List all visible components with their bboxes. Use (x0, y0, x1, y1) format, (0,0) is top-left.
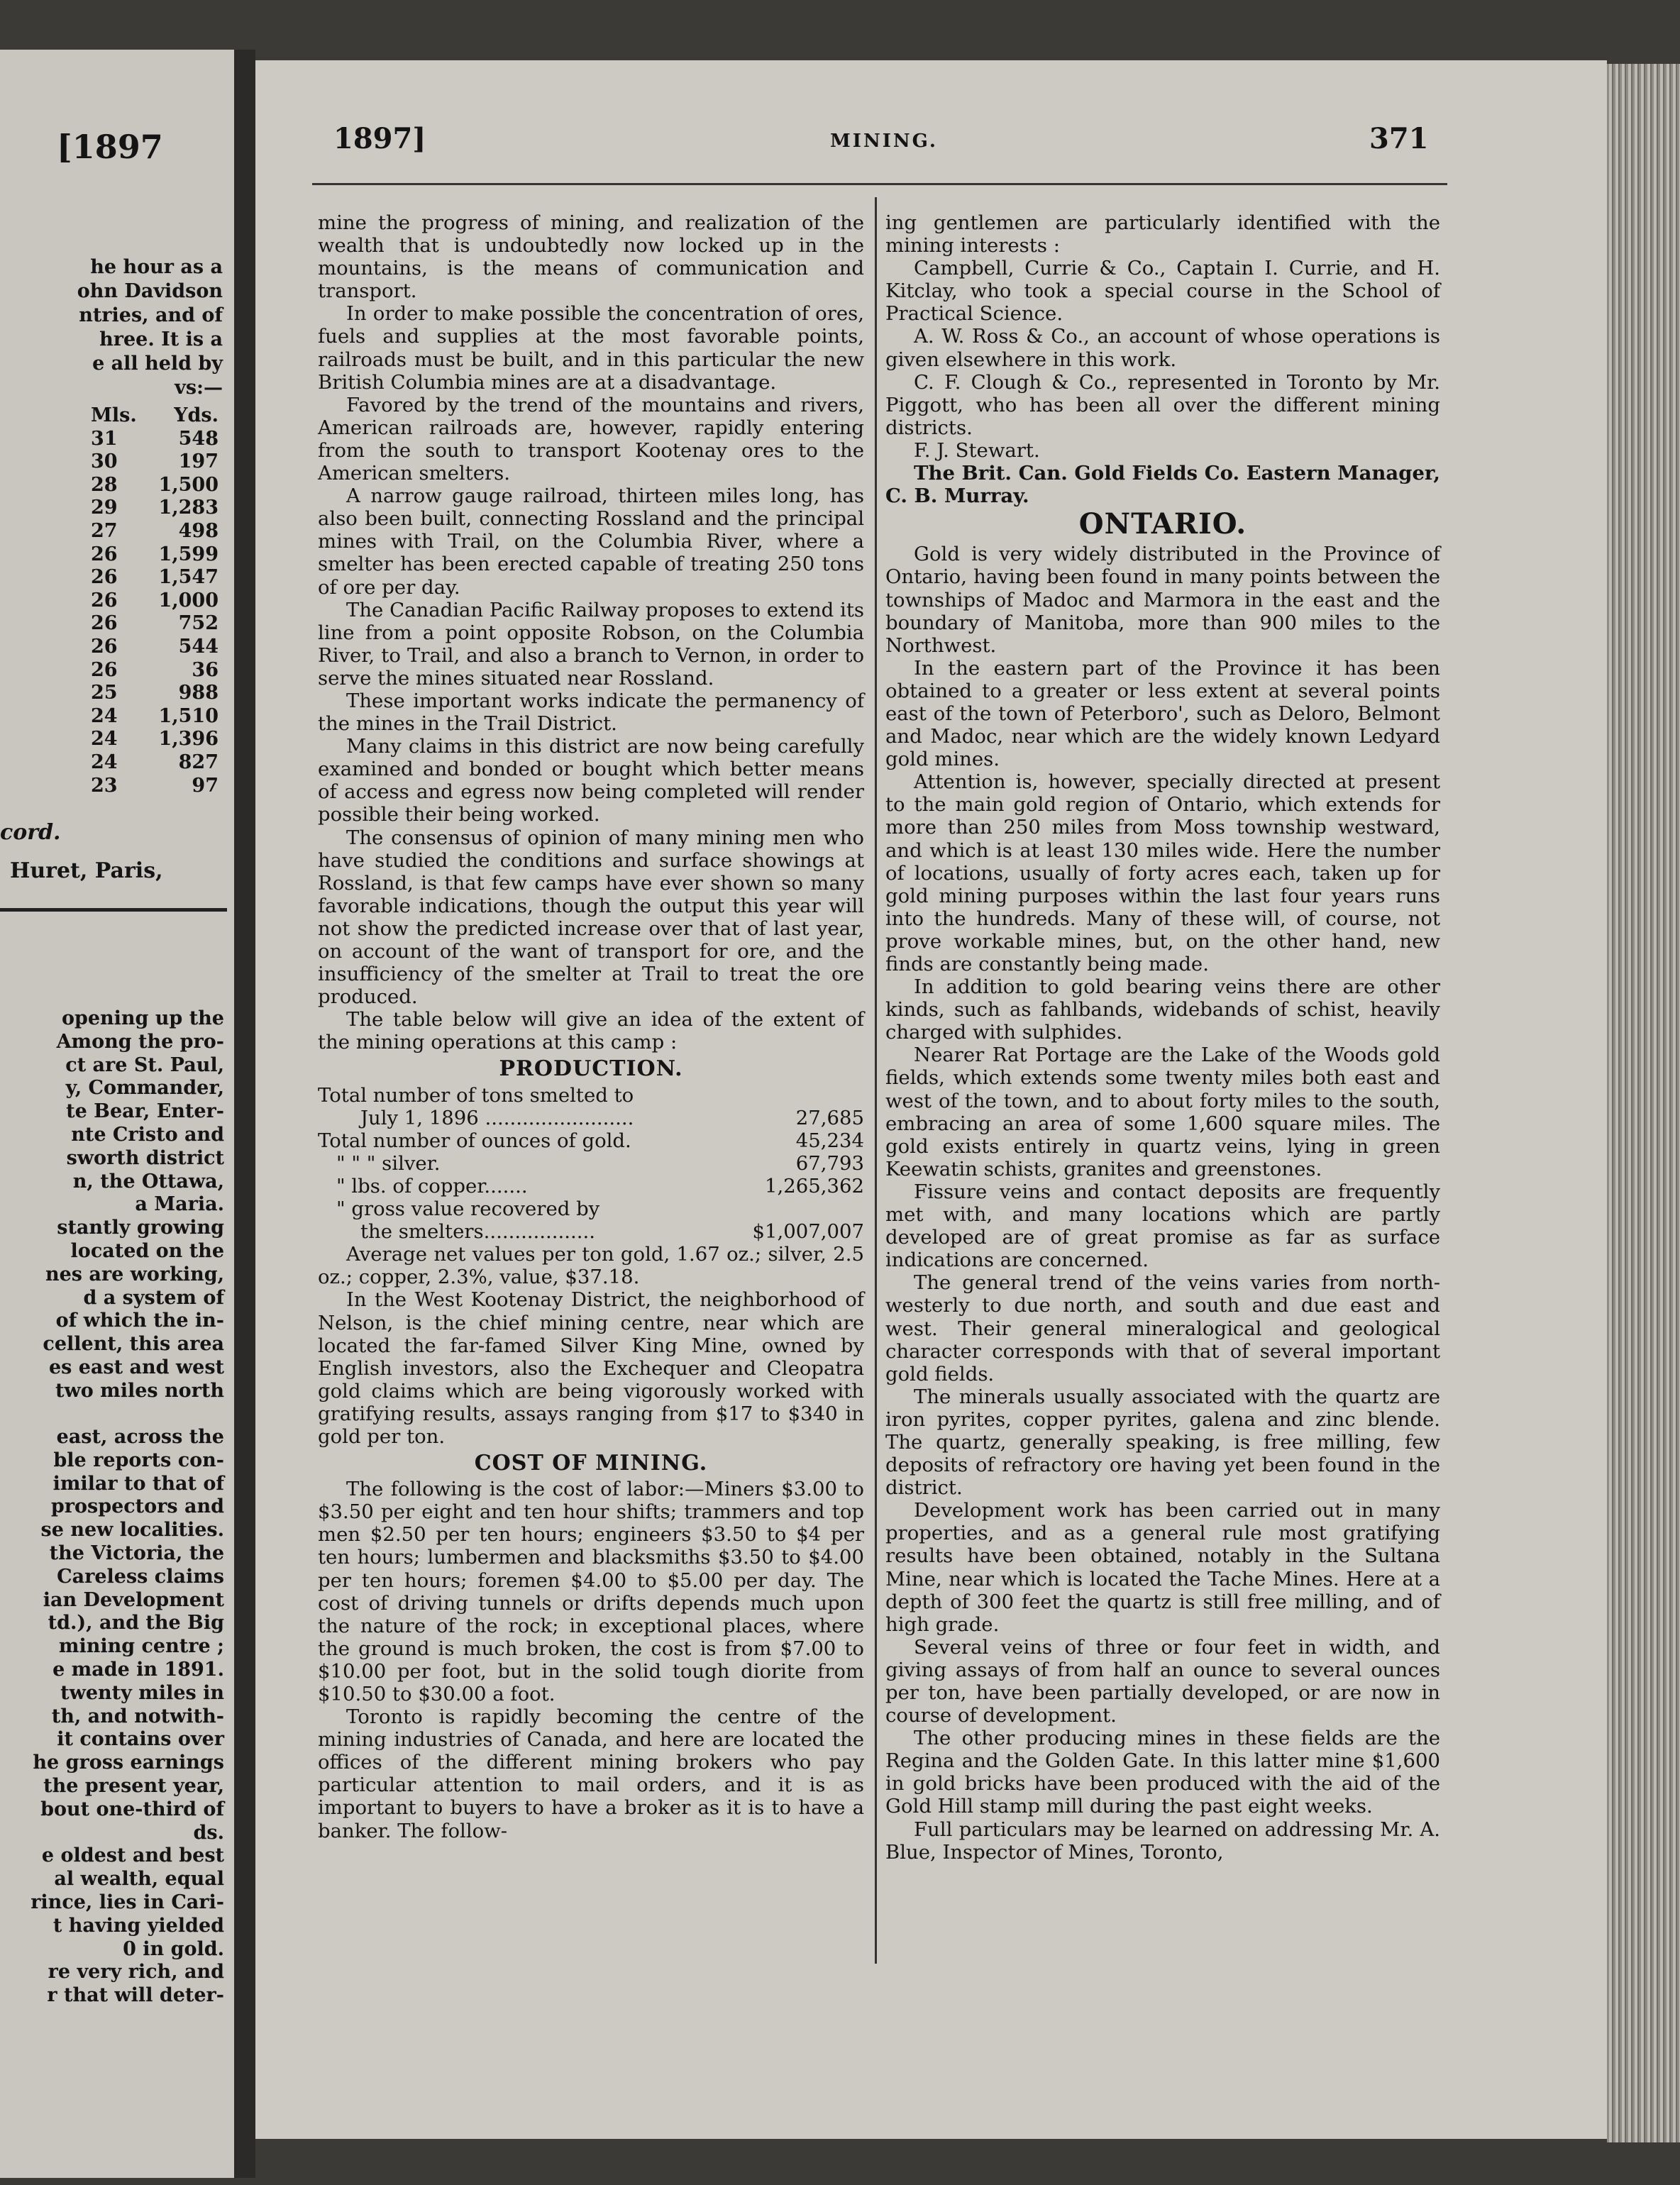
text-line: n, the Ottawa, (72, 1170, 224, 1193)
text-line: stantly growing (57, 1217, 224, 1239)
production-row (318, 1175, 864, 1197)
text-line: 0 in gold. (123, 1937, 224, 1960)
text-line: ble reports con- (53, 1449, 224, 1471)
left-page-cord: cord. (0, 820, 61, 845)
table-row (0, 682, 227, 705)
table-cell-mls: 31 (91, 427, 118, 450)
table-row (0, 474, 227, 497)
text-line: hree. It is a (99, 328, 223, 350)
table-cell-yds: 1,599 (158, 543, 219, 565)
paragraph: Full particulars may be learned on addressing Mr. A. Blue, Inspector of Mines, Toronto, (885, 1818, 1440, 1864)
text-line: prospectors and (50, 1495, 224, 1518)
table-cell-yds: 1,510 (158, 704, 219, 727)
paragraph: A. W. Ross & Co., an account of whose operations is given elsewhere in this work. (885, 325, 1440, 371)
paragraph: Development work has been carried out in many properties, and as a general rule most gratifying results have been obtained, notably in the Sultana Mine, near which is located the Tache Mines. Here at a depth of 300 feet the quartz is still free milling, and of high grade. (885, 1499, 1440, 1636)
text-line: nes are working, (45, 1263, 224, 1285)
table-cell-mls: 23 (91, 774, 118, 797)
left-page-header: [1897 (57, 128, 163, 166)
text-line: east, across the (56, 1426, 224, 1448)
text-line: te Bear, Enter- (66, 1100, 224, 1123)
paragraph: The Brit. Can. Gold Fields Co. Eastern Manager, C. B. Murray. (885, 462, 1440, 508)
page-edges (1607, 64, 1680, 2142)
table-cell-mls: 26 (91, 658, 118, 681)
table-cell-yds: 548 (178, 427, 219, 450)
table-cell-yds: 1,396 (158, 728, 219, 751)
paragraph: Gold is very widely distributed in the Province of Ontario, having been found in many points between the townships of Madoc and Marmora in the east and the boundary of Manitoba, more than 900 miles to the Northwest. (885, 543, 1440, 657)
table-cell-mls: 24 (91, 728, 118, 751)
text-line: bout one-third of (40, 1798, 224, 1820)
text-line: the Victoria, the (49, 1542, 224, 1564)
text-line: es east and west (48, 1356, 224, 1378)
table-cell-yds: 1,000 (158, 589, 219, 612)
table-row (0, 566, 227, 590)
paragraph: Campbell, Currie & Co., Captain I. Currie, and H. Kitclay, who took a special course in the School of Practical Science. (885, 257, 1440, 326)
paragraph: Favored by the trend of the mountains and rivers, American railroads are, however, rapidly entering from the south to transport Kootenay ores to the American smelters. (318, 393, 864, 485)
text-line: e made in 1891. (52, 1658, 224, 1681)
paragraph: Fissure veins and contact deposits are frequently met with, and many locations which are partly developed are of great promise as far as surface indications are concerned. (885, 1180, 1440, 1272)
table-cell-mls: 26 (91, 543, 118, 565)
table-row (0, 751, 227, 775)
table-row (0, 775, 227, 798)
left-page-distance-table (0, 404, 227, 797)
running-header-title: MINING. (830, 131, 938, 152)
text-line: ds. (193, 1821, 224, 1844)
text-line: rince, lies in Cari- (31, 1891, 224, 1913)
paragraph: Average net values per ton gold, 1.67 oz.; silver, 2.5 oz.; copper, 2.3%, value, $37.18. (318, 1243, 864, 1289)
table-cell-yds: 752 (178, 612, 219, 635)
production-label: July 1, 1896 ........................ (360, 1106, 634, 1129)
table-row (0, 728, 227, 751)
text-line: it contains over (57, 1728, 224, 1751)
paragraph: The consensus of opinion of many mining men who have studied the conditions and surface showings at Rossland, is that few camps have ever shown so many favorable indications, though the output this year will not show the predicted increase over that of last year, on account of the want of transport for ore, and the insufficiency of the smelter at Trail to treat the ore produced. (318, 826, 864, 1009)
text-line: th, and notwith- (51, 1705, 224, 1727)
paragraph: Many claims in this district are now being carefully examined and bonded or bought which better means of access and egress now being completed will render possible their being worked. (318, 735, 864, 826)
paragraph: In the West Kootenay District, the neighborhood of Nelson, is the chief mining centre, near which are located the far-famed Silver King Mine, owned by English investors, also the Exchequer and Cleopatra gold claims which are being vigorously worked with gratifying results, assays ranging from $17 to $340 in gold per ton. (318, 1288, 864, 1448)
paragraph: In the eastern part of the Province it has been obtained to a greater or less extent at several points east of the town of Peterboro', such as Deloro, Belmont and Madoc, near which are the widely known Ledyard gold mines. (885, 656, 1440, 771)
paragraph: In addition to gold bearing veins there are other kinds, such as fahlbands, widebands of schist, heavily charged with sulphides. (885, 975, 1440, 1044)
table-cell-yds: 988 (178, 682, 219, 704)
production-label: Total number of ounces of gold. (318, 1129, 631, 1152)
column-rule (875, 197, 877, 1964)
production-value: 27,685 (795, 1106, 864, 1129)
table-cell-yds: 827 (178, 751, 219, 773)
table-cell-yds: 197 (178, 450, 219, 473)
text-line: ct are St. Paul, (65, 1053, 224, 1076)
paragraph: The other producing mines in these fields are the Regina and the Golden Gate. In this latter mine $1,600 in gold bricks have been produced with the aid of the Gold Hill stamp mill during the past eight weeks. (885, 1727, 1440, 1818)
production-row (318, 1129, 864, 1152)
table-cell-yds: 498 (178, 519, 219, 542)
text-line: two miles north (55, 1379, 224, 1402)
production-value: 67,793 (795, 1151, 864, 1175)
table-row (0, 428, 227, 451)
table-header-mls: Mls. (91, 404, 137, 426)
book-gutter (234, 50, 255, 2178)
production-row (318, 1197, 864, 1220)
page-number: 371 (1369, 122, 1429, 155)
text-line: d a system of (83, 1286, 224, 1309)
text-line: opening up the (61, 1007, 224, 1029)
left-page-divider (0, 908, 227, 912)
text-line: located on the (70, 1239, 224, 1262)
table-cell-mls: 26 (91, 635, 118, 658)
paragraph: mine the progress of mining, and realization of the wealth that is undoubtedly now locked up in the mountains, is the means of communication and transport. (318, 211, 864, 303)
paragraph: These important works indicate the permanency of the mines in the Trail District. (318, 689, 864, 736)
table-cell-mls: 30 (91, 450, 118, 473)
production-row (318, 1220, 864, 1243)
production-value: 1,265,362 (765, 1174, 864, 1197)
text-line: twenty miles in (60, 1681, 224, 1704)
ontario-heading: ONTARIO. (1078, 507, 1247, 541)
table-cell-mls: 27 (91, 519, 118, 542)
text-line: Among the pro- (56, 1030, 224, 1053)
text-line: e oldest and best (41, 1844, 224, 1867)
table-row (0, 520, 227, 543)
production-label: Total number of tons smelted to (318, 1083, 634, 1107)
column-left (318, 211, 864, 1842)
paragraph: The following is the cost of labor:—Miners $3.00 to $3.50 per eight and ten hour shifts; trammers and top men $2.50 per ten hours; engineers $3.50 to $4 per ten hours; lumbermen and blacksmiths $3.50 to $4.00 per ten hours; foremen $4.00 to $5.00 per day. The cost of driving tunnels or drifts depends much upon the nature of the rock; in exceptional places, where the ground is much broken, the cost is from $7.00 to $10.00 per foot, but in the solid tough diorite from $10.50 to $30.00 a foot. (318, 1478, 864, 1705)
text-line: mining centre ; (58, 1635, 224, 1658)
table-cell-mls: 26 (91, 612, 118, 635)
text-line: t having yielded (52, 1914, 224, 1937)
left-page-huret: Huret, Paris, (10, 858, 163, 883)
table-cell-yds: 1,500 (158, 473, 219, 496)
production-label: the smelters.................. (360, 1220, 595, 1244)
left-page-text-bottom (0, 1426, 228, 2008)
paragraph: Toronto is rapidly becoming the centre of the mining industries of Canada, and here are located the offices of the different mining brokers who pay particular attention to mail orders, and it is as important to buyers to have a broker as it is to have a banker. The follow- (318, 1705, 864, 1842)
paragraph: Nearer Rat Portage are the Lake of the Woods gold fields, which extends some twenty miles both east and west of the town, and to about forty miles to the south, embracing an area of some 1,600 square miles. The gold exists entirely in quartz veins, lying in green Keewatin schists, granites and greenstones. (885, 1044, 1440, 1180)
production-row (318, 1084, 864, 1107)
table-row (0, 659, 227, 682)
paragraph: F. J. Stewart. (914, 438, 1040, 462)
text-line: td.), and the Big (48, 1612, 224, 1634)
table-row (0, 543, 227, 567)
production-table (318, 1084, 864, 1244)
production-row (318, 1152, 864, 1175)
text-line: y, Commander, (65, 1077, 224, 1100)
table-row (0, 497, 227, 520)
production-value: 45,234 (795, 1129, 864, 1152)
table-cell-mls: 26 (91, 566, 118, 589)
table-cell-yds: 97 (192, 774, 219, 797)
production-label: " lbs. of copper....... (336, 1174, 528, 1197)
paragraph: In order to make possible the concentration of ores, fuels and supplies at the most favorable points, railroads must be built, and in this particular the new British Columbia mines are at a disadvantage. (318, 302, 864, 394)
running-header-year: 1897] (333, 122, 426, 155)
paragraph: The Canadian Pacific Railway proposes to extend its line from a point opposite Robson, on the Columbia River, to Trail, and also a branch to Vernon, in order to serve the mines situated near Rossland. (318, 598, 864, 690)
production-heading: PRODUCTION. (499, 1056, 683, 1082)
text-line: ntries, and of (79, 304, 223, 326)
production-label: " gross value recovered by (336, 1197, 600, 1221)
text-line: he hour as a (90, 256, 223, 278)
table-cell-yds: 1,283 (158, 497, 219, 519)
cost-of-mining-heading: COST OF MINING. (474, 1451, 708, 1476)
text-line: cellent, this area (43, 1333, 224, 1356)
text-line: re very rich, and (48, 1961, 224, 1984)
production-row (318, 1107, 864, 1129)
table-cell-mls: 24 (91, 751, 118, 773)
production-value: $1,007,007 (752, 1220, 864, 1244)
table-cell-yds: 1,547 (158, 566, 219, 589)
text-line: r that will deter- (47, 1984, 224, 2007)
paragraph: The general trend of the veins varies from north-westerly to due north, and south and due east and west. Their general mineralogical and geological character corresponds with that of several important gold fields. (885, 1271, 1440, 1385)
left-page (0, 50, 234, 2178)
table-cell-mls: 26 (91, 589, 118, 612)
production-label: " " " silver. (336, 1151, 441, 1175)
header-rule (312, 183, 1447, 185)
paragraph: Several veins of three or four feet in width, and giving assays of from half an ounce to several ounces per ton, have been partially developed, or are now in course of development. (885, 1635, 1440, 1727)
text-line: nte Cristo and (71, 1123, 224, 1146)
table-cell-mls: 24 (91, 704, 118, 727)
paragraph: A narrow gauge railroad, thirteen miles long, has also been built, connecting Rossland and the principal mines with Trail, on the Columbia River, where a smelter has been erected capable of treating 250 tons of ore per day. (318, 485, 864, 599)
left-page-text-mid (0, 1007, 228, 1403)
text-line: of which the in- (55, 1310, 224, 1332)
paragraph: C. F. Clough & Co., represented in Toronto by Mr. Piggott, who has been all over the different mining districts. (885, 370, 1440, 439)
text-line: sworth district (66, 1146, 224, 1169)
text-line: se new localities. (40, 1519, 224, 1542)
paragraph: ing gentlemen are particularly identified with the mining interests : (885, 211, 1440, 258)
table-header-yds: Yds. (174, 404, 219, 426)
text-line: he gross earnings (33, 1752, 224, 1774)
text-line: the present year, (43, 1774, 224, 1797)
text-line: ohn Davidson (77, 280, 223, 302)
text-line: vs:— (175, 377, 223, 399)
text-line: al wealth, equal (54, 1868, 224, 1891)
paragraph: The table below will give an idea of the extent of the mining operations at this camp : (318, 1008, 864, 1054)
text-line: e all held by (92, 353, 223, 375)
table-row (0, 590, 227, 613)
table-cell-yds: 36 (192, 658, 219, 681)
table-row (0, 450, 227, 474)
paragraph: The minerals usually associated with the quartz are iron pyrites, copper pyrites, galena and zinc blende. The quartz, generally speaking, is free milling, few deposits of refractory ore having yet been found in the district. (885, 1385, 1440, 1500)
paragraph: Attention is, however, specially directed at present to the main gold region of Ontario, which extends for more than 250 miles from Moss township westward, and which is at least 130 miles wide. Here the number of locations, usually of forty acres each, taken up for gold mining purposes within the last four years runs into the hundreds. Many of these will, of course, not prove workable mines, but, on the other hand, new finds are constantly being made. (885, 770, 1440, 975)
table-row (0, 612, 227, 636)
left-page-text-top (0, 255, 227, 400)
table-cell-mls: 28 (91, 473, 118, 496)
text-line: imilar to that of (52, 1472, 224, 1495)
text-line: a Maria. (135, 1193, 224, 1216)
table-cell-yds: 544 (178, 635, 219, 658)
text-line: ian Development (43, 1588, 224, 1611)
table-header-row (0, 404, 227, 428)
text-line: Careless claims (57, 1565, 224, 1588)
table-cell-mls: 29 (91, 497, 118, 519)
table-row (0, 705, 227, 729)
table-row (0, 636, 227, 659)
column-right (885, 211, 1440, 1864)
table-cell-mls: 25 (91, 682, 118, 704)
